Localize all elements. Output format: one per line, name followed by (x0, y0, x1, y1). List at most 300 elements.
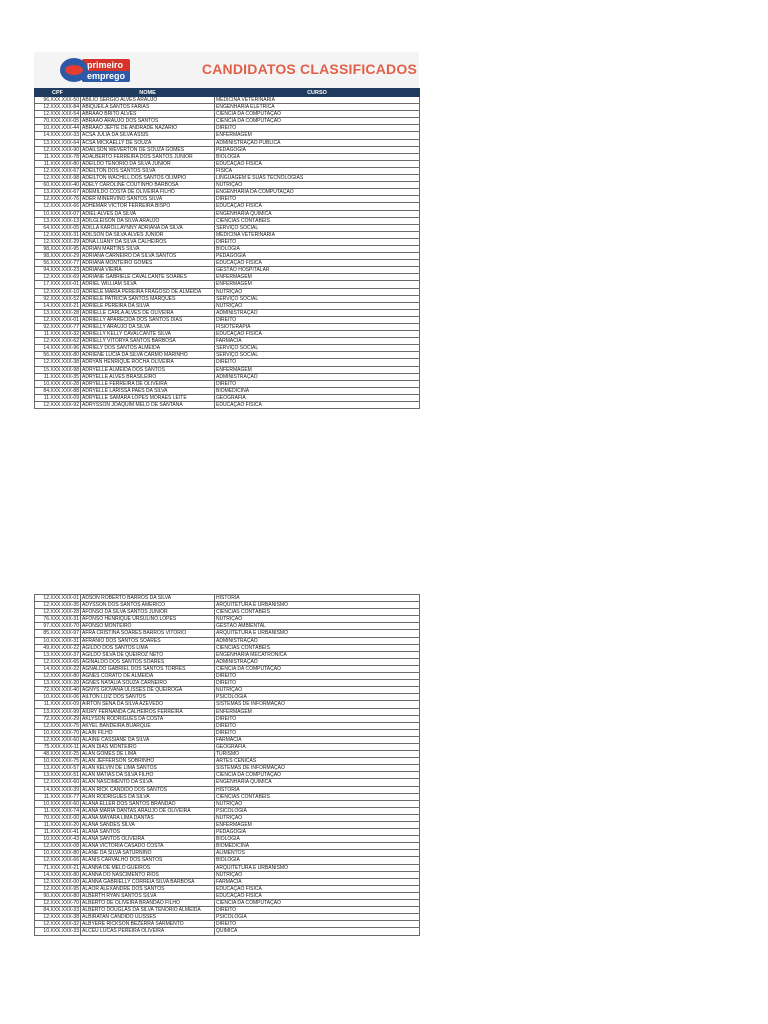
cell-nome: ADHEMAR VICTOR FERREIRA BISPO (81, 203, 215, 210)
cell-nome: ADSON ROBERTO BARROS DA SILVA (81, 595, 215, 602)
cell-cpf: 11.XXX.XXX-20 (35, 822, 81, 829)
table-row (35, 366, 420, 373)
cell-cpf: 56.XXX.XXX-77 (35, 260, 81, 267)
cell-cpf: 11.XXX.XXX-41 (35, 829, 81, 836)
cell-curso: MEDICINA VETERINÁRIA (215, 231, 420, 238)
cell-cpf: 60.XXX.XXX-40 (35, 182, 81, 189)
cell-cpf: 12.XXX.XXX-65 (35, 658, 81, 665)
table-row (35, 146, 420, 153)
cell-curso: GESTÃO HOSPITALAR (215, 267, 420, 274)
logo-line-1: primeiro (87, 59, 124, 70)
cell-cpf: 13.XXX.XXX-57 (35, 765, 81, 772)
cell-cpf: 12.XXX.XXX-90 (35, 146, 81, 153)
cell-nome: ALANNA DE MELO GUEIROS (81, 864, 215, 871)
cell-curso: PSICOLOGIA (215, 807, 420, 814)
cell-curso: DIREITO (215, 196, 420, 203)
cell-cpf: 12.XXX.XXX-60 (35, 736, 81, 743)
cell-curso: NUTRIÇÃO (215, 288, 420, 295)
cell-curso: DIREITO (215, 359, 420, 366)
table-row (35, 359, 420, 366)
sheet-page-1 (34, 52, 419, 409)
cell-curso: BIOLOGIA (215, 857, 420, 864)
cell-nome: ADRIAN MARTINS SILVA (81, 245, 215, 252)
cell-nome: ADRYELLE SAMARA LOPES MORAES LEITE (81, 394, 215, 401)
table-row (35, 609, 420, 616)
cell-curso: DIREITO (215, 715, 420, 722)
cell-cpf: 13.XXX.XXX-51 (35, 772, 81, 779)
cell-cpf: 10.XXX.XXX-33 (35, 928, 81, 935)
table-row (35, 765, 420, 772)
cell-curso: EDUCAÇÃO FÍSICA (215, 203, 420, 210)
cell-nome: ADRIANE GABRIELE CAVALCANTE SOARES (81, 274, 215, 281)
column-header-cpf: CPF (35, 89, 81, 97)
cell-curso: ADMINISTRAÇÃO (215, 658, 420, 665)
cell-nome: ALAN DIAS MONTEIRO (81, 743, 215, 750)
table-row (35, 160, 420, 167)
cell-cpf: 64.XXX.XXX-05 (35, 224, 81, 231)
cell-curso: NUTRIÇÃO (215, 302, 420, 309)
cell-nome: AGILDO SILVA DE QUEIROZ NETO (81, 651, 215, 658)
table-row (35, 807, 420, 814)
table-row (35, 623, 420, 630)
table-row (35, 892, 420, 899)
cell-nome: ADRIELLY VITÓRYA SANTOS BARBOSA (81, 338, 215, 345)
table-row (35, 132, 420, 139)
cell-cpf: 10.XXX.XXX-31 (35, 637, 81, 644)
cell-nome: ALBERTO DOUGLAS DA SILVA TENÓRIO ALMEIDA (81, 907, 215, 914)
cell-nome: AGNALDO GABRIEL DOS SANTOS TORRES (81, 665, 215, 672)
cell-curso: PEDAGOGIA (215, 146, 420, 153)
cell-cpf: 13.XXX.XXX-99 (35, 708, 81, 715)
table-row (35, 302, 420, 309)
cell-cpf: 11.XXX.XXX-80 (35, 160, 81, 167)
cell-nome: ADRIELE PEREIRA DA SILVA (81, 302, 215, 309)
table-row (35, 267, 420, 274)
cell-curso: PSICOLOGIA (215, 694, 420, 701)
cell-cpf: 12.XXX.XXX-69 (35, 274, 81, 281)
cell-cpf: 70.XXX.XXX-05 (35, 118, 81, 125)
cell-nome: ALANA MAYARA LIMA DANTAS (81, 814, 215, 821)
cell-nome: ADRIELLY KELLY CAVALCANTE SILVA (81, 331, 215, 338)
cell-cpf: 71.XXX.XXX-21 (35, 864, 81, 871)
table-row (35, 260, 420, 267)
table-row (35, 196, 420, 203)
cell-curso: ADMINISTRAÇÃO PÚBLICA (215, 139, 420, 146)
cell-cpf: 10.XXX.XXX-28 (35, 380, 81, 387)
cell-curso: NUTRIÇÃO (215, 814, 420, 821)
cell-nome: ADRIENE LUCIA DA SILVA CARMO MARINHO (81, 352, 215, 359)
cell-curso: DIREITO (215, 680, 420, 687)
cell-cpf: 13.XXX.XXX-20 (35, 680, 81, 687)
cell-cpf: 96.XXX.XXX-50 (35, 97, 81, 104)
cell-nome: ADILLA KAROLLAYNNY ADRIANA DA SILVA (81, 224, 215, 231)
cell-cpf: 12.XXX.XXX-35 (35, 602, 81, 609)
cell-nome: ALBYERE RICKSON BEZERRA SARMENTO (81, 921, 215, 928)
sheet-header (34, 52, 419, 88)
cell-curso: DIREITO (215, 907, 420, 914)
cell-nome: ALAN MATIAS DA SILVA FILHO (81, 772, 215, 779)
table-body (35, 97, 420, 409)
cell-nome: ADRIANA VIEIRA (81, 267, 215, 274)
cell-cpf: 14.XXX.XXX-80 (35, 871, 81, 878)
cell-nome: ALANA ELLER DOS SANTOS BRANDÃO (81, 800, 215, 807)
cell-nome: ADRIANA MONTEIRO GOMES (81, 260, 215, 267)
cell-cpf: 11.XXX.XXX-09 (35, 701, 81, 708)
cell-curso: FARMÁCIA (215, 736, 420, 743)
cell-curso: ADMINISTRAÇÃO (215, 373, 420, 380)
cell-curso: EDUCAÇÃO FÍSICA (215, 260, 420, 267)
cell-cpf: 10.XXX.XXX-70 (35, 729, 81, 736)
cell-curso: DIREITO (215, 722, 420, 729)
cell-cpf: 76.XXX.XXX-31 (35, 616, 81, 623)
cell-nome: ALAN NASCIMENTO DA SILVA (81, 779, 215, 786)
cell-nome: ADRIELY DOS SANTOS ALMEIDA (81, 345, 215, 352)
cell-curso: GEOGRAFIA (215, 743, 420, 750)
cell-curso: DIREITO (215, 125, 420, 132)
cell-nome: ALAN GOMES DE LIMA (81, 751, 215, 758)
cell-curso: CIÊNCIA DA COMPUTAÇÃO (215, 900, 420, 907)
table-row (35, 153, 420, 160)
table-row (35, 316, 420, 323)
cell-cpf: 12.XXX.XXX-95 (35, 885, 81, 892)
cell-curso: ARQUITETURA E URBANISMO (215, 864, 420, 871)
cell-curso: CIÊNCIA DA COMPUTAÇÃO (215, 772, 420, 779)
cell-nome: ALAN RICK CÂNDIDO DOS SANTOS (81, 786, 215, 793)
cell-curso: FÍSICA (215, 167, 420, 174)
cell-curso: CIÊNCIAS CONTÁBEIS (215, 644, 420, 651)
cell-cpf: 12.XXX.XXX-08 (35, 843, 81, 850)
primeiro-emprego-logo (60, 58, 150, 82)
cell-cpf: 13.XXX.XXX-64 (35, 139, 81, 146)
cell-cpf: 10.XXX.XXX-44 (35, 125, 81, 132)
cell-cpf: 12.XXX.XXX-54 (35, 111, 81, 118)
cell-curso: DIREITO (215, 380, 420, 387)
cell-curso: ENFERMAGEM (215, 822, 420, 829)
table-row (35, 309, 420, 316)
cell-cpf: 14.XXX.XXX-96 (35, 345, 81, 352)
cell-nome: ALAN KELVIN DE LIMA SANTOS (81, 765, 215, 772)
cell-curso: HISTÓRIA (215, 595, 420, 602)
cell-nome: ADYSSON DOS SANTOS AMERICO (81, 602, 215, 609)
cell-curso: SERVIÇO SOCIAL (215, 295, 420, 302)
table-row (35, 644, 420, 651)
cell-nome: ADRIELLY APARECIDA DOS SANTOS DIAS (81, 316, 215, 323)
cell-nome: AFRÂNIO DOS SANTOS SOARES (81, 637, 215, 644)
cell-nome: ALANA SANTOS OLIVEIRA (81, 836, 215, 843)
table-row (35, 616, 420, 623)
cell-curso: DIREITO (215, 729, 420, 736)
table-row (35, 772, 420, 779)
cell-nome: ABRAÃO JEFTE DE ANDRADE NAZARIO (81, 125, 215, 132)
cell-cpf: 48.XXX.XXX-25 (35, 751, 81, 758)
cell-curso: DIREITO (215, 921, 420, 928)
cell-nome: AIRTON SENA DA SILVA AZEVEDO (81, 701, 215, 708)
table-row (35, 352, 420, 359)
cell-cpf: 72.XXX.XXX-29 (35, 715, 81, 722)
table-row (35, 189, 420, 196)
cell-curso: ENGENHARIA ELÉTRICA (215, 104, 420, 111)
cell-nome: AILTON LUIZ DOS SANTOS (81, 694, 215, 701)
table-row (35, 687, 420, 694)
cell-nome: AIURY FERNANDA CALHEIROS FERREIRA (81, 708, 215, 715)
cell-nome: ADELY CAROLINE COUTINHO BARBOSA (81, 182, 215, 189)
cell-cpf: 84.XXX.XXX-88 (35, 387, 81, 394)
cell-nome: AFONSO DA SILVA SANTOS JUNIOR (81, 609, 215, 616)
cell-cpf: 13.XXX.XXX-28 (35, 309, 81, 316)
cell-cpf: 97.XXX.XXX-70 (35, 623, 81, 630)
cell-curso: CIÊNCIAS CONTÁBEIS (215, 609, 420, 616)
cell-nome: AGILDO DOS SANTOS LIMA (81, 644, 215, 651)
table-row (35, 921, 420, 928)
cell-curso: GEOGRAFIA (215, 394, 420, 401)
table-row (35, 373, 420, 380)
table-row (35, 274, 420, 281)
cell-cpf: 90.XXX.XXX-80 (35, 892, 81, 899)
cell-curso: PSICOLOGIA (215, 914, 420, 921)
table-row (35, 175, 420, 182)
cell-cpf: 10.XXX.XXX-06 (35, 694, 81, 701)
table-row (35, 843, 420, 850)
cell-cpf: 92.XXX.XXX-52 (35, 295, 81, 302)
cell-curso: ALIMENTOS (215, 850, 420, 857)
cell-curso: BIOLOGIA (215, 836, 420, 843)
cell-nome: ABILIO SÉRGIO ALVES ARAÚJO (81, 97, 215, 104)
cell-curso: NUTRIÇÃO (215, 871, 420, 878)
table-row (35, 253, 420, 260)
cell-curso: ARTES CÊNICAS (215, 758, 420, 765)
cell-curso: MEDICINA VETERINÁRIA (215, 97, 420, 104)
table-row (35, 595, 420, 602)
table-row (35, 694, 420, 701)
table-row (35, 295, 420, 302)
cell-curso: ENFERMAGEM (215, 274, 420, 281)
cell-cpf: 10.XXX.XXX-75 (35, 758, 81, 765)
cell-curso: FARMÁCIA (215, 338, 420, 345)
cell-curso: BIOMEDICINA (215, 387, 420, 394)
table-row (35, 878, 420, 885)
cell-cpf: 12.XXX.XXX-75 (35, 722, 81, 729)
cell-cpf: 11.XXX.XXX-74 (35, 807, 81, 814)
cell-nome: ALBERTO DE OLIVEIRA BRANDÃO FILHO (81, 900, 215, 907)
cell-nome: ADIEL ALVES DA SILVA (81, 210, 215, 217)
table-row (35, 743, 420, 750)
cell-cpf: 12.XXX.XXX-00 (35, 878, 81, 885)
table-row (35, 779, 420, 786)
cell-cpf: 10.XXX.XXX-43 (35, 836, 81, 843)
cell-curso: CIÊNCIA DA COMPUTAÇÃO (215, 118, 420, 125)
table-row (35, 822, 420, 829)
cell-curso: EDUCAÇÃO FÍSICA (215, 402, 420, 409)
cell-cpf: 49.XXX.XXX-22 (35, 644, 81, 651)
cell-curso: EDUCAÇÃO FÍSICA (215, 160, 420, 167)
cell-cpf: 12.XXX.XXX-38 (35, 359, 81, 366)
cell-cpf: 12.XXX.XXX-67 (35, 167, 81, 174)
cell-nome: ABRAAO BRITO ALVES (81, 111, 215, 118)
cell-curso: DIREITO (215, 673, 420, 680)
cell-nome: ABRAÃO ARAÚJO DOS SANTOS (81, 118, 215, 125)
table-row (35, 345, 420, 352)
table-row (35, 324, 420, 331)
cell-nome: ADRIELE MARIA PEREIRA FRAGOSO DE ALMEIDA (81, 288, 215, 295)
cell-nome: ADEILDO TENÓRIO DA SILVA JÚNIOR (81, 160, 215, 167)
cell-cpf: 12.XXX.XXX-66 (35, 203, 81, 210)
table-row (35, 885, 420, 892)
table-row (35, 210, 420, 217)
table-row (35, 104, 420, 111)
cell-nome: ALANA VICTORIA CASADO COSTA (81, 843, 215, 850)
cell-cpf: 12.XXX.XXX-10 (35, 288, 81, 295)
cell-curso: ARQUITETURA E URBANISMO (215, 630, 420, 637)
cell-nome: ALCEU LUCAS PEREIRA OLIVEIRA (81, 928, 215, 935)
table-row (35, 602, 420, 609)
cell-cpf: 98.XXX.XXX-95 (35, 245, 81, 252)
cell-curso: CIÊNCIA DA COMPUTAÇÃO (215, 665, 420, 672)
cell-nome: AGNES NATALIA SOUZA CARNEIRO (81, 680, 215, 687)
table-row (35, 245, 420, 252)
cell-cpf: 12.XXX.XXX-70 (35, 900, 81, 907)
table-row (35, 203, 420, 210)
cell-cpf: 14.XXX.XXX-21 (35, 302, 81, 309)
table-row (35, 680, 420, 687)
table-row (35, 630, 420, 637)
logo-emblem-icon (60, 58, 88, 82)
cell-curso: NUTRIÇÃO (215, 800, 420, 807)
cell-curso: ENGENHARIA QUÍMICA (215, 779, 420, 786)
cell-curso: LINGUAGEM E SUAS TECNOLOGIAS (215, 175, 420, 182)
cell-curso: SERVIÇO SOCIAL (215, 224, 420, 231)
cell-curso: CIÊNCIAS CONTÁBEIS (215, 217, 420, 224)
cell-curso: DIREITO (215, 316, 420, 323)
cell-curso: ENFERMAGEM (215, 132, 420, 139)
cell-curso: NUTRIÇÃO (215, 616, 420, 623)
table-row (35, 224, 420, 231)
cell-nome: AFRA CRISTINA SOARES BARROS VITÓRIO (81, 630, 215, 637)
cell-nome: ALANIS CARVALHO DOS SANTOS (81, 857, 215, 864)
cell-curso: FISIOTERAPIA (215, 324, 420, 331)
table-row (35, 708, 420, 715)
cell-curso: BIOLOGIA (215, 153, 420, 160)
table-row (35, 238, 420, 245)
cell-curso: CIÊNCIAS CONTÁBEIS (215, 793, 420, 800)
table-row (35, 111, 420, 118)
cell-nome: ADRIANA CARNEIRO DA SILVA SANTOS (81, 253, 215, 260)
cell-nome: AFONSO MONTEIRO (81, 623, 215, 630)
cell-cpf: 14.XXX.XXX-22 (35, 665, 81, 672)
cell-cpf: 12.XXX.XXX-92 (35, 402, 81, 409)
table-row (35, 665, 420, 672)
cell-cpf: 94.XXX.XXX-23 (35, 267, 81, 274)
cell-cpf: 12.XXX.XXX-62 (35, 338, 81, 345)
table-row (35, 836, 420, 843)
cell-nome: ALANNA GABRIELLY CORREIA SILVA BARBOSA (81, 878, 215, 885)
table-row (35, 928, 420, 935)
table-row (35, 139, 420, 146)
cell-cpf: 11.XXX.XXX-35 (35, 373, 81, 380)
cell-cpf: 12.XXX.XXX-60 (35, 779, 81, 786)
cell-nome: ADRIEL WILLIAM SILVA (81, 281, 215, 288)
cell-nome: ADALBERTO FERREIRA DOS SANTOS JUNIOR (81, 153, 215, 160)
cell-nome: ALAN RODRIGUES DA SILVA (81, 793, 215, 800)
cell-nome: ACSA JULIA DA SILVA ASSIS (81, 132, 215, 139)
cell-nome: ADRYELLE FERREIRA DE OLIVEIRA (81, 380, 215, 387)
cell-curso: SERVIÇO SOCIAL (215, 352, 420, 359)
cell-curso: PEDAGOGIA (215, 829, 420, 836)
table-row (35, 871, 420, 878)
cell-curso: DIREITO (215, 238, 420, 245)
cell-cpf: 11.XXX.XXX-09 (35, 394, 81, 401)
cell-nome: ALAN JEFFERSON SOBRINHO (81, 758, 215, 765)
table-header-row (35, 89, 420, 97)
cell-curso: ADMINISTRAÇÃO (215, 309, 420, 316)
cell-nome: ALAOR ALEXANDRE DOS SANTOS (81, 885, 215, 892)
cell-nome: ADRYELLE ALVES BRASILEIRO (81, 373, 215, 380)
sheet-page-2 (34, 594, 419, 936)
table-row (35, 864, 420, 871)
page-title: CANDIDATOS CLASSIFICADOS (201, 61, 417, 77)
column-header-curso: CURSO (215, 89, 420, 97)
cell-nome: ALBIRATAN CÂNDIDO ULISSES (81, 914, 215, 921)
cell-cpf: 13.XXX.XXX-37 (35, 651, 81, 658)
cell-cpf: 72.XXX.XXX-40 (35, 687, 81, 694)
table-row (35, 231, 420, 238)
cell-nome: ADRIELLE CARLA ALVES DE OLIVEIRA (81, 309, 215, 316)
cell-curso: EDUCAÇÃO FÍSICA (215, 885, 420, 892)
table-row (35, 907, 420, 914)
cell-nome: ADNA LUANY DA SILVA CALHEIROS (81, 238, 215, 245)
cell-cpf: 12.XXX.XXX-01 (35, 316, 81, 323)
cell-curso: BIOLOGIA (215, 245, 420, 252)
table-row (35, 758, 420, 765)
table-row (35, 125, 420, 132)
table-row (35, 97, 420, 104)
table-row (35, 800, 420, 807)
cell-nome: ADEILTON WACHILL DOS SANTOS OLIMPIO (81, 175, 215, 182)
cell-nome: AKYEL BANDEIRA BUARQUE (81, 722, 215, 729)
cell-cpf: 10.XXX.XXX-60 (35, 800, 81, 807)
cell-cpf: 92.XXX.XXX-77 (35, 324, 81, 331)
table-row (35, 715, 420, 722)
cell-curso: NUTRIÇÃO (215, 687, 420, 694)
cell-nome: AGNES CORATO DE ALMEIDA (81, 673, 215, 680)
cell-curso: ADMINISTRAÇÃO (215, 637, 420, 644)
table-row (35, 288, 420, 295)
cell-cpf: 12.XXX.XXX-01 (35, 595, 81, 602)
table-row (35, 701, 420, 708)
cell-nome: AGNYS GIOVANA ULISSES DE QUEIROGA (81, 687, 215, 694)
table-row (35, 402, 420, 409)
candidates-table-continued (34, 594, 420, 936)
cell-curso: GESTÃO AMBIENTAL (215, 623, 420, 630)
cell-nome: AKLYSON RODRIGUES DA COSTA (81, 715, 215, 722)
table-row (35, 900, 420, 907)
cell-nome: ADRIELE PATRÍCIA SANTOS MARQUES (81, 295, 215, 302)
table-row (35, 637, 420, 644)
cell-nome: ALAIN FILHO (81, 729, 215, 736)
cell-curso: ENGENHARIA MECATRÔNICA (215, 651, 420, 658)
cell-curso: BIOMEDICINA (215, 843, 420, 850)
cell-curso: ENGENHARIA QUÍMICA (215, 210, 420, 217)
cell-cpf: 12.XXX.XXX-84 (35, 104, 81, 111)
cell-cpf: 12.XXX.XXX-80 (35, 673, 81, 680)
table-row (35, 380, 420, 387)
cell-cpf: 12.XXX.XXX-76 (35, 196, 81, 203)
table-row (35, 182, 420, 189)
cell-cpf: 70.XXX.XXX-00 (35, 814, 81, 821)
cell-nome: ALANA MARIA DANTAS ARAÚJO DE OLIVEIRA (81, 807, 215, 814)
cell-cpf: 12.XXX.XXX-66 (35, 857, 81, 864)
cell-curso: EDUCAÇÃO FÍSICA (215, 331, 420, 338)
cell-cpf: 11.XXX.XXX-78 (35, 153, 81, 160)
